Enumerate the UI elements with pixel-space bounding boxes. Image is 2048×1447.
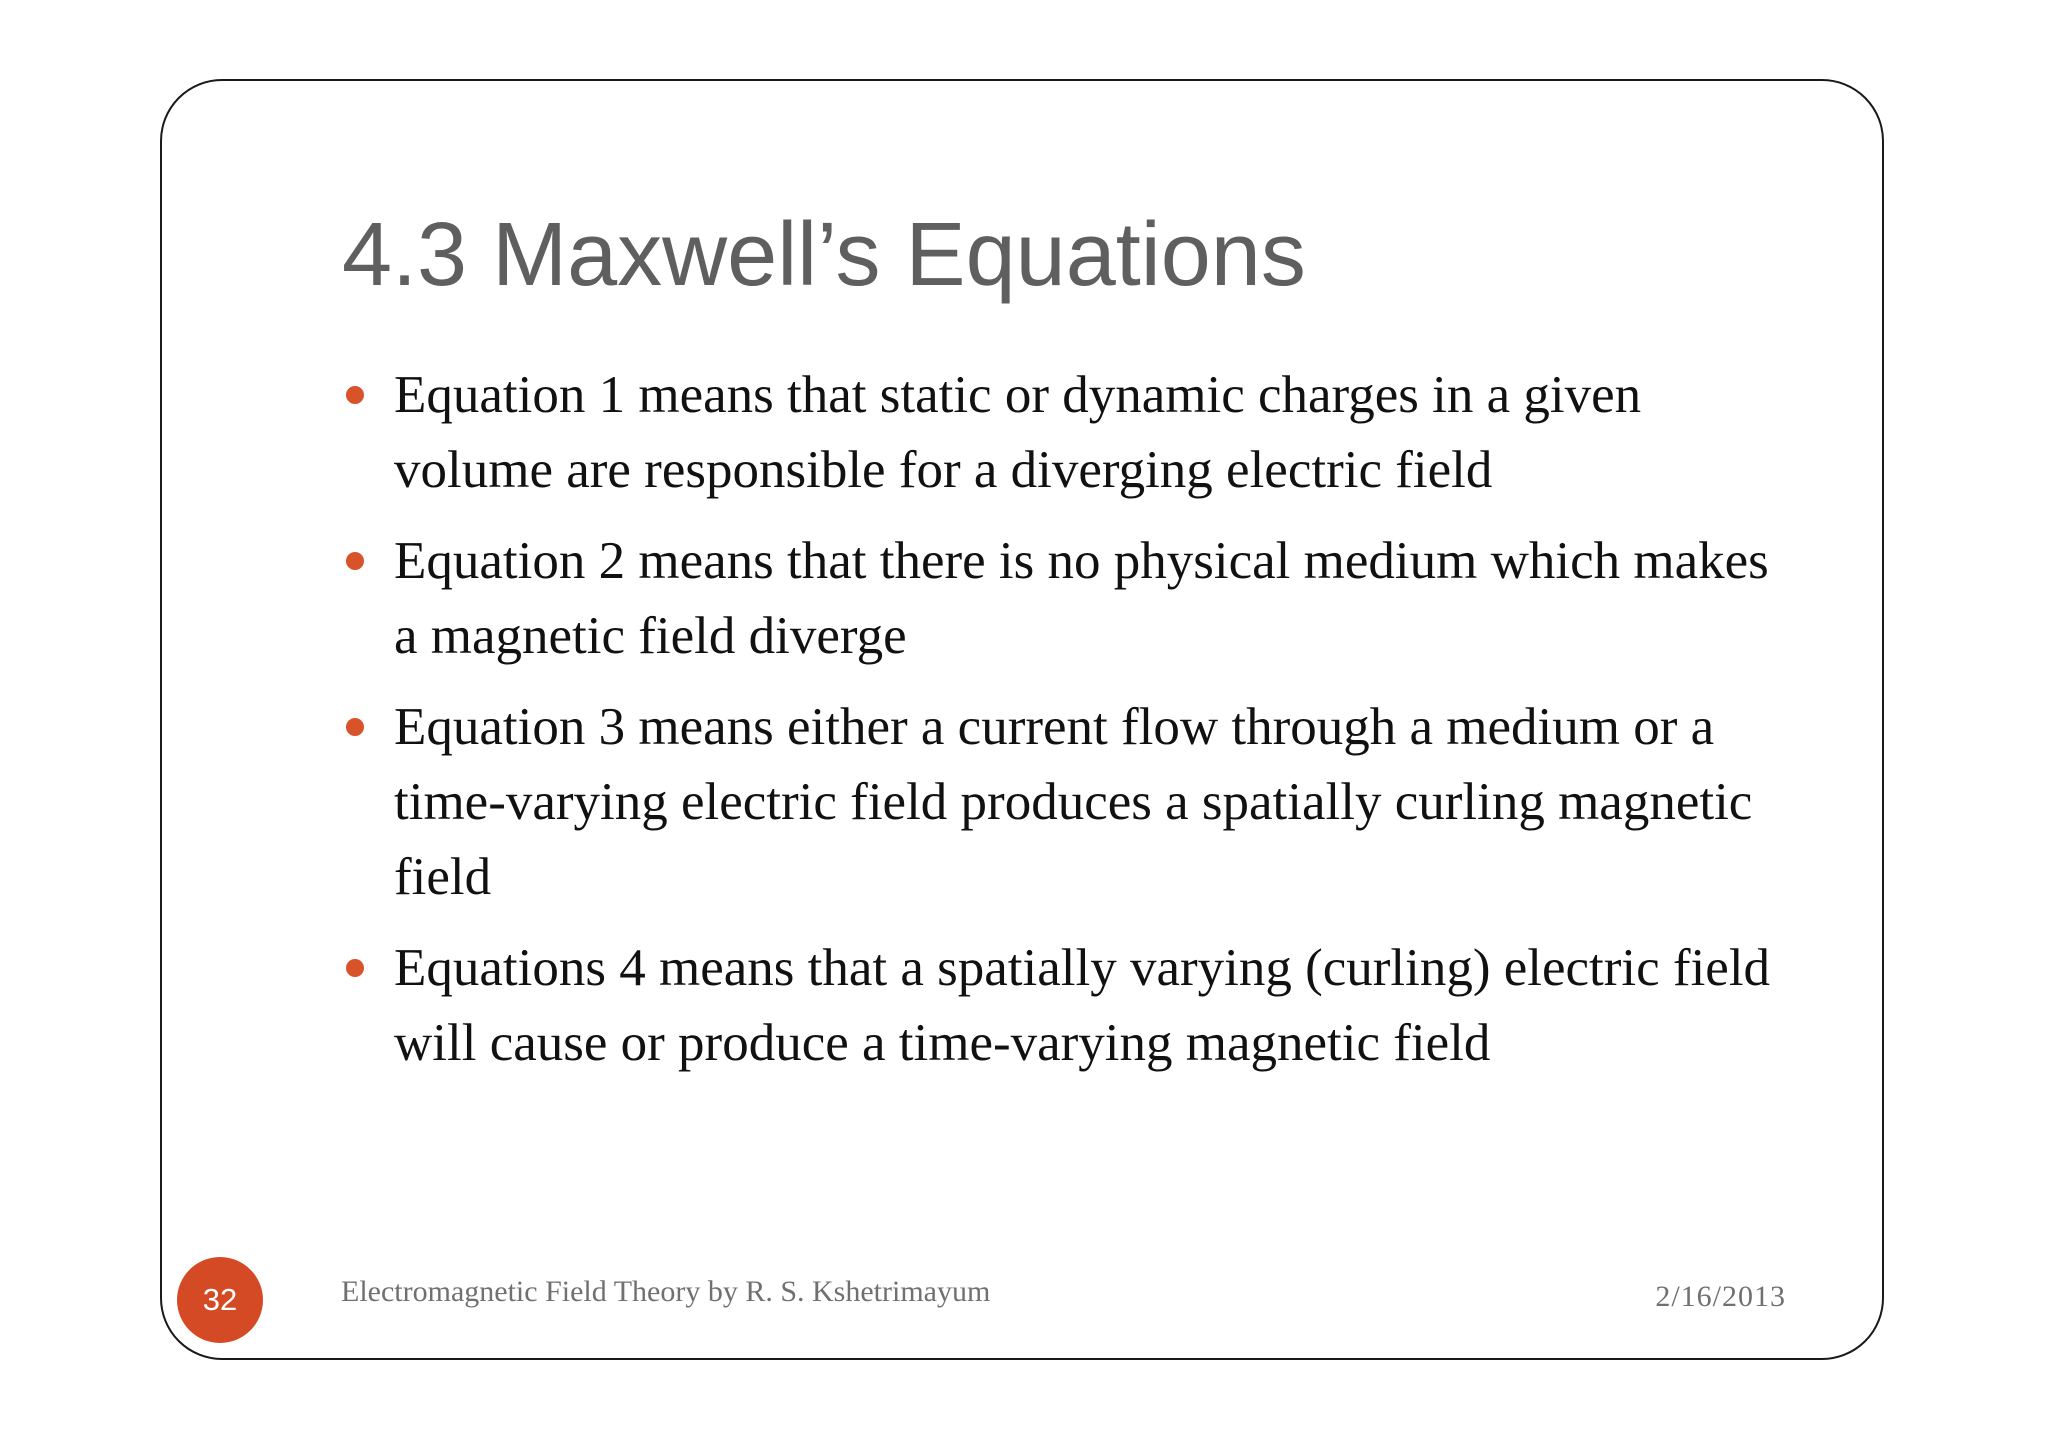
footer-author: Electromagnetic Field Theory by R. S. Kshetrimayum bbox=[341, 1275, 991, 1308]
bullet-item bbox=[340, 690, 1800, 915]
bullet-item bbox=[340, 524, 1800, 674]
bullet-dot-icon bbox=[346, 552, 364, 570]
bullet-text: Equation 1 means that static or dynamic charges in a given volume are responsible for a diverging electric field bbox=[394, 366, 1642, 499]
bullet-item bbox=[340, 931, 1800, 1081]
bullet-text: Equations 4 means that a spatially varying (curling) electric field will cause or produce a time-varying magnetic field bbox=[394, 939, 1771, 1072]
footer-date: 2/16/2013 bbox=[1655, 1280, 1786, 1313]
bullet-dot-icon bbox=[346, 386, 364, 404]
bullet-text: Equation 2 means that there is no physical medium which makes a magnetic field diverge bbox=[394, 532, 1769, 665]
bullet-dot-icon bbox=[346, 718, 364, 736]
bullet-item bbox=[340, 358, 1800, 508]
page-number: 32 bbox=[202, 1282, 238, 1317]
bullet-list bbox=[340, 358, 1800, 1097]
bullet-text: Equation 3 means either a current flow through a medium or a time-varying electric field produces a spatially curling magnetic field bbox=[394, 698, 1753, 906]
bullet-dot-icon bbox=[346, 959, 364, 977]
slide-title: 4.3 Maxwell’s Equations bbox=[342, 205, 1306, 305]
page-number-badge bbox=[177, 1257, 263, 1343]
